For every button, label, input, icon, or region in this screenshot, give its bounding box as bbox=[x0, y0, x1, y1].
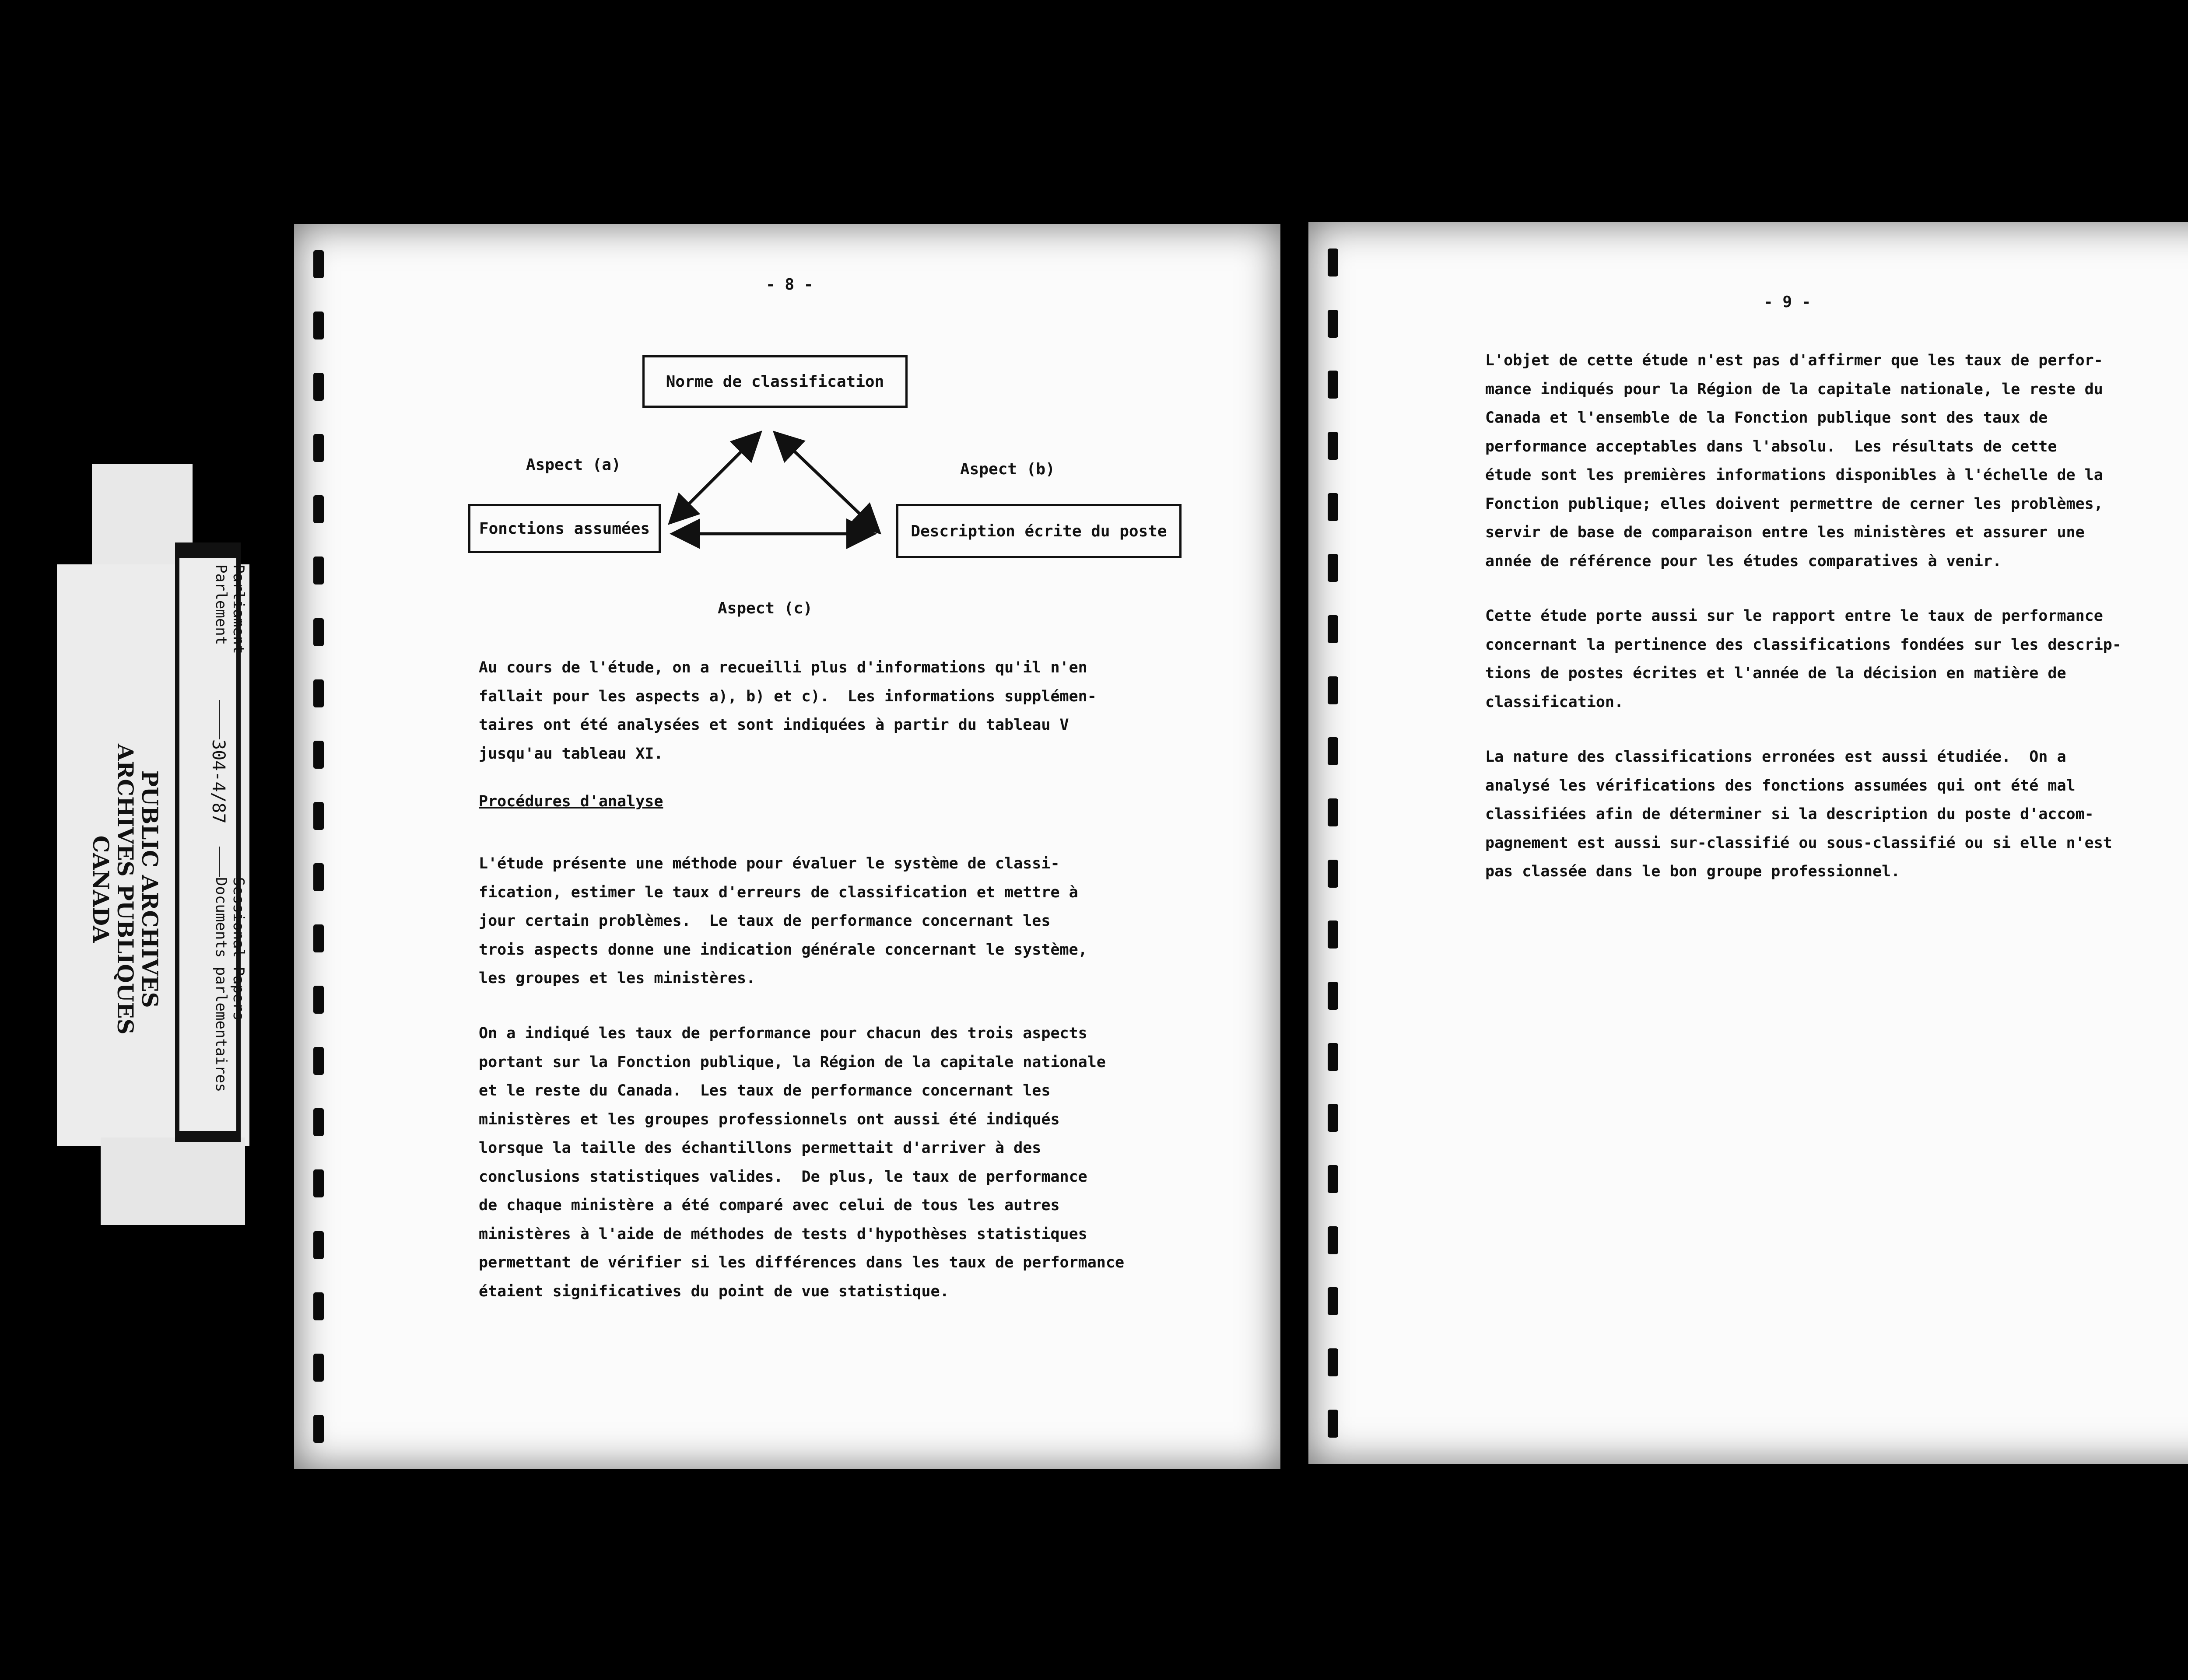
classification-diagram bbox=[294, 224, 1280, 618]
binder-hole bbox=[1328, 860, 1338, 888]
label-divider bbox=[219, 700, 220, 739]
binder-hole bbox=[1328, 1165, 1338, 1193]
label-divider bbox=[219, 847, 220, 877]
page-number: - 9 - bbox=[1764, 293, 1811, 311]
parliament-fr: Parlement bbox=[212, 564, 230, 645]
aspect-a-label: Aspect (a) bbox=[526, 456, 621, 474]
binder-hole bbox=[1328, 615, 1338, 643]
sessional-fr: Documents parlementaires bbox=[212, 877, 230, 1092]
binder-hole bbox=[1328, 1043, 1338, 1071]
document-page-8 bbox=[294, 224, 1280, 1469]
parliament-label bbox=[212, 564, 247, 654]
archive-line-1: PUBLIC ARCHIVES bbox=[137, 770, 163, 1008]
section-heading: Procédures d'analyse bbox=[479, 793, 663, 810]
binder-hole bbox=[313, 802, 324, 830]
norme-classification-box: Norme de classification bbox=[642, 355, 908, 408]
binder-hole bbox=[1328, 310, 1338, 338]
binder-hole bbox=[313, 1354, 324, 1382]
binder-hole bbox=[313, 863, 324, 891]
archive-label-tab-bottom bbox=[101, 1138, 245, 1225]
binder-hole bbox=[1328, 920, 1338, 948]
document-page-9 bbox=[1308, 222, 2188, 1464]
binder-hole bbox=[313, 1231, 324, 1259]
binder-hole bbox=[313, 1292, 324, 1320]
arrow-top-to-left bbox=[672, 435, 758, 521]
binder-hole bbox=[1328, 737, 1338, 765]
binder-hole bbox=[1328, 432, 1338, 460]
binder-hole bbox=[313, 986, 324, 1014]
binder-hole bbox=[1328, 1104, 1338, 1132]
binder-hole bbox=[1328, 798, 1338, 826]
binder-hole bbox=[313, 1108, 324, 1136]
paragraph-objet-etude: L'objet de cette étude n'est pas d'affirmer que les taux de perfor- mance indiqués pour la Région de la capitale nationale, le reste du Canada et l'ensemble de la Fonction publique sont des taux de performance acceptables dans l'absolu. Les résultats de cette étude sont les premières informations disponibles à l'échelle de la Fonction publique; elles doivent permettre de cerner les problèmes, servir de base de comparaison entre les ministères et assurer une année de référence pour les études comparatives à venir. bbox=[1485, 352, 2103, 570]
archive-institution-stamp bbox=[88, 744, 162, 1035]
binder-hole bbox=[1328, 1226, 1338, 1254]
binder-hole bbox=[1328, 1348, 1338, 1376]
aspect-c-label: Aspect (c) bbox=[718, 599, 813, 617]
paragraph-methode: L'étude présente une méthode pour évaluer le système de classi- fication, estimer le taux d'erreurs de classification et mettre à jour certain problèmes. Le taux de performance concernant les trois aspects donne une indication générale concernant le système, les groupes et les ministères. bbox=[479, 855, 1087, 987]
binder-hole bbox=[313, 618, 324, 646]
binder-hole bbox=[313, 924, 324, 952]
binder-hole bbox=[1328, 493, 1338, 521]
binder-hole bbox=[313, 1415, 324, 1443]
description-ecrite-box: Description écrite du poste bbox=[896, 504, 1182, 558]
archive-line-3: CANADA bbox=[88, 835, 114, 943]
parliament-en: Parliament bbox=[230, 564, 247, 654]
document-number: 304-4/87 bbox=[208, 739, 228, 824]
page-number: - 8 - bbox=[766, 276, 813, 294]
binder-hole bbox=[1328, 676, 1338, 704]
binder-hole bbox=[1328, 371, 1338, 399]
sessional-papers-label bbox=[212, 877, 247, 1092]
binder-hole bbox=[1328, 1287, 1338, 1315]
binder-hole bbox=[313, 741, 324, 769]
binder-hole bbox=[1328, 248, 1338, 276]
paragraph-classifications-erronees: La nature des classifications erronées est aussi étudiée. On a analysé les vérifications des fonctions assumées qui ont été mal classifiées afin de déterminer si la description du poste d'accom- pagnement est aussi sur-classifié ou sous-classifié ou si elle n'est pas classée dans le bon groupe professionnel. bbox=[1485, 748, 2112, 880]
paragraph-taux-performance: On a indiqué les taux de performance pour chacun des trois aspects portant sur la Fonction publique, la Région de la capitale nationale et le reste du Canada. Les taux de performance concernant les ministères et les groupes professionnels ont aussi été indiqués lorsque la taille des échantillons permettait d'arriver à des conclusions statistiques valides. De plus, le taux de performance de chaque ministère a été comparé avec celui de tous les autres ministères à l'aide de méthodes de tests d'hypothèses statistiques permettant de vérifier si les différences dans les taux de performance étaient significatives du point de vue statistique. bbox=[479, 1025, 1125, 1300]
fonctions-assumees-box: Fonctions assumées bbox=[468, 504, 661, 553]
binder-hole bbox=[313, 1047, 324, 1075]
paragraph-informations: Au cours de l'étude, on a recueilli plus d'informations qu'il n'en fallait pour les aspects a), b) et c). Les informations supplémen- taires ont été analysées et sont indiquées à partir du tableau V jusqu'au tableau XI. bbox=[479, 659, 1097, 763]
aspect-b-label: Aspect (b) bbox=[960, 460, 1055, 478]
archive-line-2: ARCHIVES PUBLIQUES bbox=[112, 744, 138, 1035]
binder-hole bbox=[1328, 554, 1338, 582]
paragraph-rapport: Cette étude porte aussi sur le rapport entre le taux de performance concernant la pertinence des classifications fondées sur les descrip- tions de postes écrites et l'année de la décision en matière de classification. bbox=[1485, 607, 2121, 711]
binder-hole bbox=[313, 1169, 324, 1197]
sessional-en: Sessional Papers bbox=[230, 877, 247, 1021]
binder-hole bbox=[313, 679, 324, 707]
arrow-top-to-right bbox=[777, 435, 877, 530]
binder-holes bbox=[1328, 248, 1339, 1438]
binder-hole bbox=[1328, 1410, 1338, 1438]
binder-hole bbox=[1328, 982, 1338, 1010]
